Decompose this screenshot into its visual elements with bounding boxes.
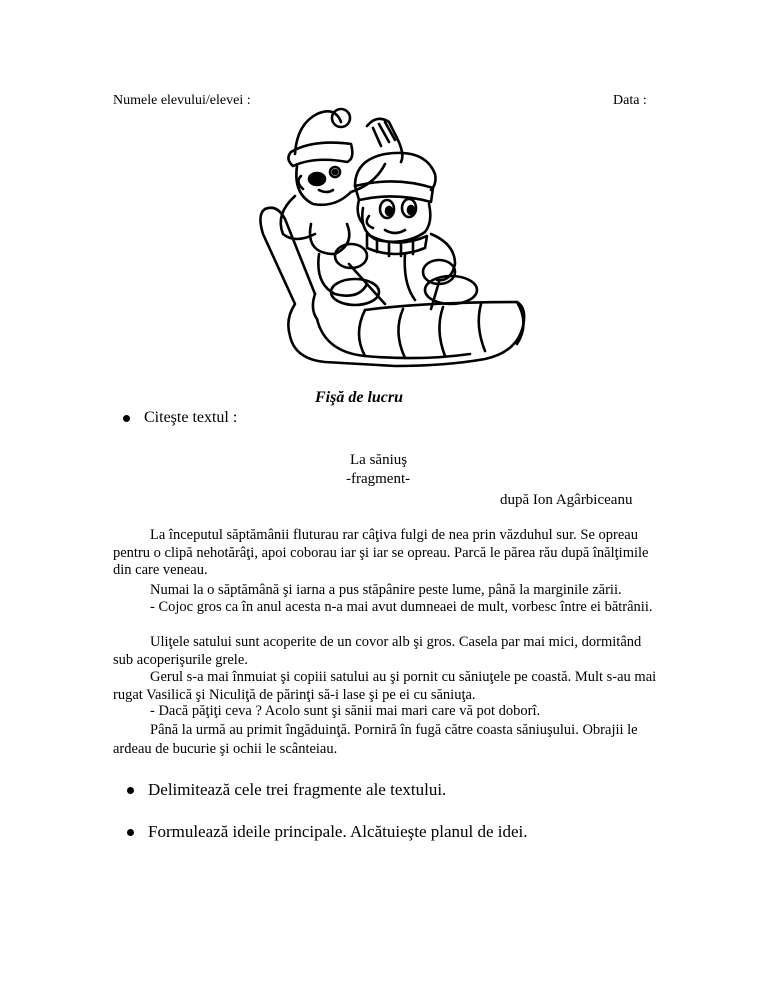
date-label: Data : [613,93,647,108]
paragraph: - Dacă păţiţi ceva ? Acolo sunt şi sănii mai mari care vă pot doborî. [150,703,541,719]
text-title: La săniuş [350,452,408,468]
paragraph: La începutul săptămânii fluturau rar câţiva fulgi de nea prin văzduhul sur. Se opreau pentru o clipă nehotărâţi, apoi coborau iar şi iar se opreau. Parcă le părea rău după înălţimile din care veneau. [113,527,649,578]
paragraph: Gerul s-a mai înmuiat şi copiii satului au şi pornit cu săniuţele pe coastă. Mult s-au mai rugat Vasilică şi Niculiţă de părinţi să-i lase şi pe ei cu săniuţa. [113,669,657,703]
paragraph: Numai la o săptămână şi iarna a pus stăpânire peste lume, până la marginile zării. [150,582,622,598]
worksheet-title: Fişă de lucru [315,389,404,406]
paragraph: - Cojoc gros ca în anul acesta n-a mai avut dumneaei de mult, vorbesc între ei bătrânii. [150,599,653,615]
task-item [127,822,528,842]
text-subtitle: -fragment- [346,471,411,487]
task-item [127,780,446,800]
bullet-icon [123,415,130,422]
author: după Ion Agârbiceanu [500,492,633,508]
bullet-icon [127,787,134,794]
task-label: Formulează ideile principale. Alcătuieşte planul de idei. [148,822,528,841]
paragraph: Uliţele satului sunt acoperite de un covor alb şi gros. Casela par mai mici, dormitând sub acoperişurile grele. [113,634,642,668]
children-on-sled-illustration [255,104,540,372]
bullet-icon [127,829,134,836]
task-label: Delimitează cele trei fragmente ale textului. [148,780,447,799]
student-name-label: Numele elevului/elevei : [113,93,251,108]
paragraph: Până la urmă au primit îngăduinţă. Porniră în fugă către coasta săniuşului. Obrajii le ardeau de bucurie şi ochii le scânteiau. [113,722,638,757]
instruction-read-label: Citeşte textul : [144,409,238,426]
instruction-read [123,409,237,427]
